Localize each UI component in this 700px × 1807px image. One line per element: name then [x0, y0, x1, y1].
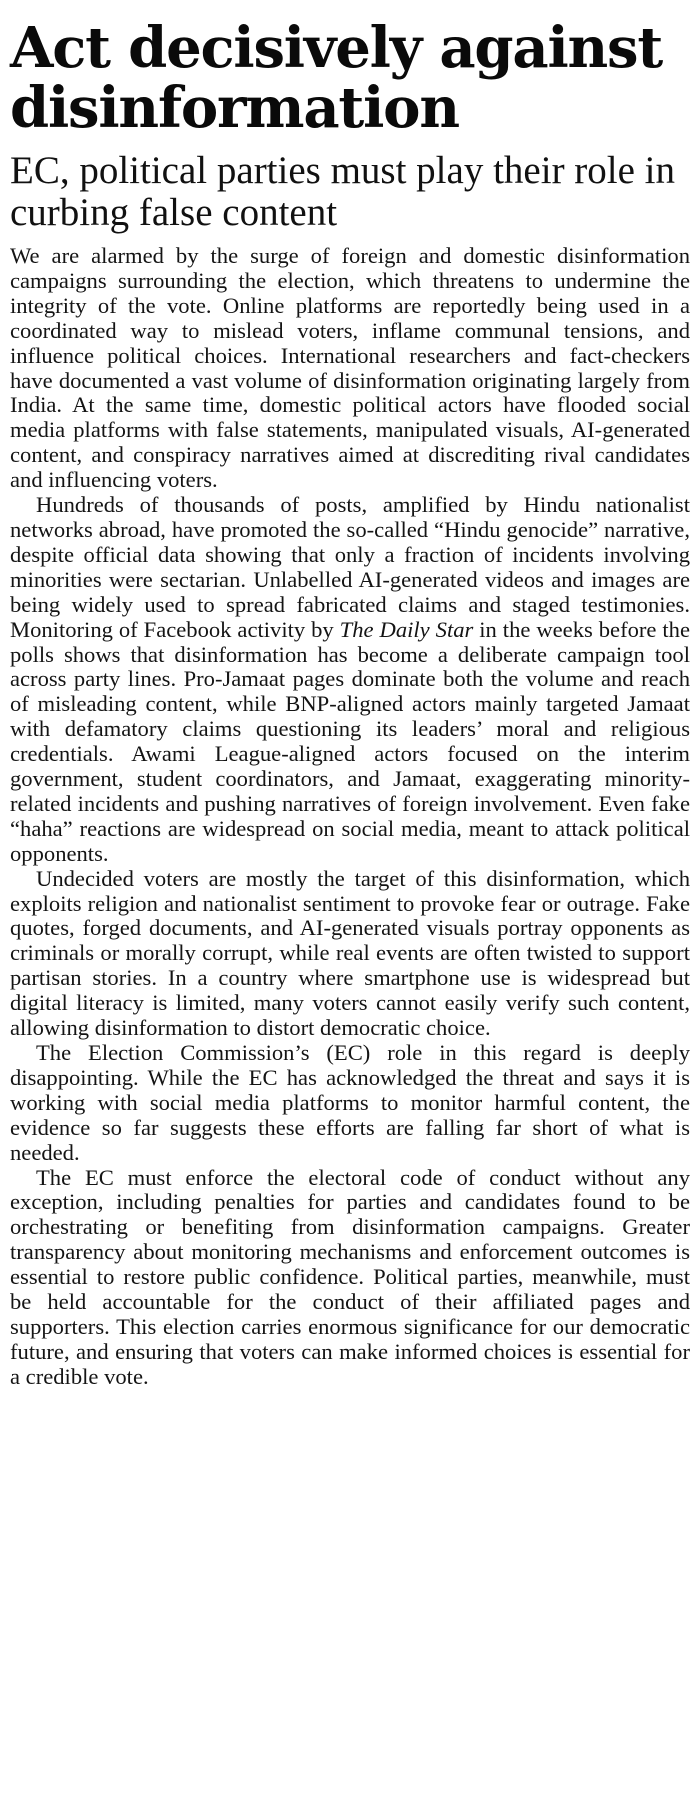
- subheadline: EC, political parties must play their role in curbing false content: [10, 149, 676, 234]
- paragraph-2: [10, 493, 690, 867]
- paragraph-2-text-after: in the weeks before the polls shows that disinformation has become a deliberate campaign tool across party lines. Pro-Jamaat pages dominate both the volume and reach of misleading content, while BNP-aligned actors mainly targeted Jamaat with defamatory claims questioning its leaders’ moral and religious credentials. Awami League-aligned actors focused on the interim government, student coordinators, and Jamaat, exaggerating minority-related incidents and pushing narratives of foreign involvement. Even fake “haha” reactions are widespread on social media, meant to attack political opponents.: [10, 616, 690, 866]
- paragraph-2-text-before: Hundreds of thousands of posts, amplified by Hindu nationalist networks abroad, have promoted the so-called “Hindu genocide” narrative, despite official data showing that only a fraction of incidents involving minorities were sectarian. Unlabelled AI-generated videos and images are being widely used to spread fabricated claims and staged testimonies. Monitoring of Facebook activity by: [10, 492, 690, 642]
- paragraph-3: Undecided voters are mostly the target of this disinformation, which exploits religion and nationalist sentiment to provoke fear or outrage. Fake quotes, forged documents, and AI-generated visuals portray opponents as criminals or morally corrupt, while real events are often twisted to support partisan stories. In a country where smartphone use is widespread but digital literacy is limited, many voters cannot easily verify such content, allowing disinformation to distort democratic choice.: [10, 865, 690, 1041]
- paragraph-5: The EC must enforce the electoral code of conduct without any exception, including penalties for parties and candidates found to be orchestrating or benefiting from disinformation campaigns. Greater transparency about monitoring mechanisms and enforcement outcomes is essential to restore public confidence. Political parties, meanwhile, must be held accountable for the conduct of their affiliated pages and supporters. This election carries enormous significance for our democratic future, and ensuring that voters can make informed choices is essential for a credible vote.: [10, 1164, 690, 1389]
- editorial-article: [10, 15, 690, 1390]
- paragraph-4: The Election Commission’s (EC) role in this regard is deeply disappointing. While the EC has acknowledged the threat and says it is working with social media platforms to monitor harmful content, the evidence so far suggests these efforts are falling far short of what is needed.: [10, 1040, 690, 1165]
- publication-name: The Daily Star: [339, 616, 474, 642]
- paragraph-1: We are alarmed by the surge of foreign and domestic disinformation campaigns surrounding the election, which threatens to undermine the integrity of the vote. Online platforms are reportedly being used in a coordinated way to mislead voters, inflame communal tensions, and influence political choices. International researchers and fact-checkers have documented a vast volume of disinformation originating largely from India. At the same time, domestic political actors have flooded social media platforms with false statements, manipulated visuals, AI-generated content, and conspiracy narratives aimed at discrediting rival candidates and influencing voters.: [10, 243, 690, 493]
- headline: Act decisively against disinformation: [10, 15, 663, 141]
- article-body: [10, 244, 690, 1390]
